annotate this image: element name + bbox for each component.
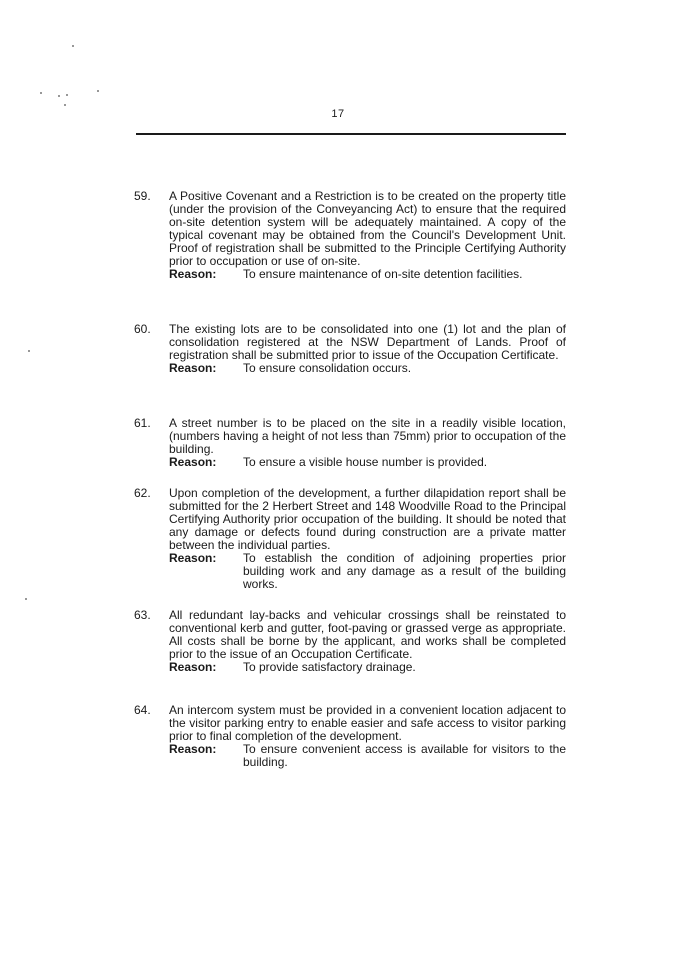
condition-text: All redundant lay-backs and vehicular crossings shall be reinstated to conventional kerb and gutter, foot-paving or grassed verge as appropriate. All costs shall be borne by the applicant, and works shall be completed prior to the issue of an Occupation Certificate. [169,608,566,661]
reason-text: To ensure convenient access is available for visitors to the building. [243,742,566,769]
condition-item [134,323,566,375]
condition-item [134,704,566,769]
reason-label: Reason: [169,267,217,281]
scan-speck [64,104,66,106]
reason-text: To ensure maintenance of on-site detention facilities. [243,267,523,281]
reason-label: Reason: [169,361,217,375]
condition-text: An intercom system must be provided in a convenient location adjacent to the visitor parking entry to enable easier and safe access to visitor parking prior to final completion of the development. [169,703,566,743]
reason-text: To provide satisfactory drainage. [243,660,416,674]
condition-item [134,609,566,674]
condition-item [134,487,566,591]
scan-speck [97,90,99,92]
page-number: 17 [331,108,345,120]
reason-text: To ensure a visible house number is provided. [243,455,488,469]
scan-speck [72,45,74,47]
condition-text: Upon completion of the development, a further dilapidation report shall be submitted for the 2 Herbert Street and 148 Woodville Road to the Principal Certifying Authority prior occupation of the building. It should be noted that any damage or defects found during construction are a private matter between the individual parties. [169,486,566,552]
header-rule [136,133,566,135]
conditions-list [134,190,566,769]
scan-speck [25,598,27,600]
reason-label: Reason: [169,551,217,565]
condition-number: 64. [134,703,151,717]
condition-item [134,417,566,469]
scan-speck [66,94,68,96]
reason-text: To ensure consolidation occurs. [243,361,412,375]
condition-number: 63. [134,608,151,622]
condition-number: 62. [134,486,151,500]
condition-item [134,190,566,281]
reason-label: Reason: [169,742,217,756]
scan-speck [28,350,30,352]
scan-speck [40,92,42,94]
scan-speck [58,95,60,97]
reason-label: Reason: [169,660,217,674]
condition-text: A Positive Covenant and a Restriction is to be created on the property title (under the provision of the Conveyancing Act) to ensure that the required on-site detention system will be adequately maintained. A copy of the typical covenant may be obtained from the Council's Development Unit. Proof of registration shall be submitted to the Principle Certifying Authority prior to occupation or use of on-site. [169,189,566,268]
condition-text: The existing lots are to be consolidated into one (1) lot and the plan of consolidation registered at the NSW Department of Lands. Proof of registration shall be submitted prior to issue of the Occupation Certificate. [169,322,566,362]
condition-number: 61. [134,416,151,430]
condition-number: 59. [134,189,151,203]
condition-text: A street number is to be placed on the site in a readily visible location, (numbers having a height of not less than 75mm) prior to occupation of the building. [169,416,566,456]
reason-text: To establish the condition of adjoining properties prior building work and any damage as a result of the building works. [243,551,566,591]
condition-number: 60. [134,322,151,336]
reason-label: Reason: [169,455,217,469]
